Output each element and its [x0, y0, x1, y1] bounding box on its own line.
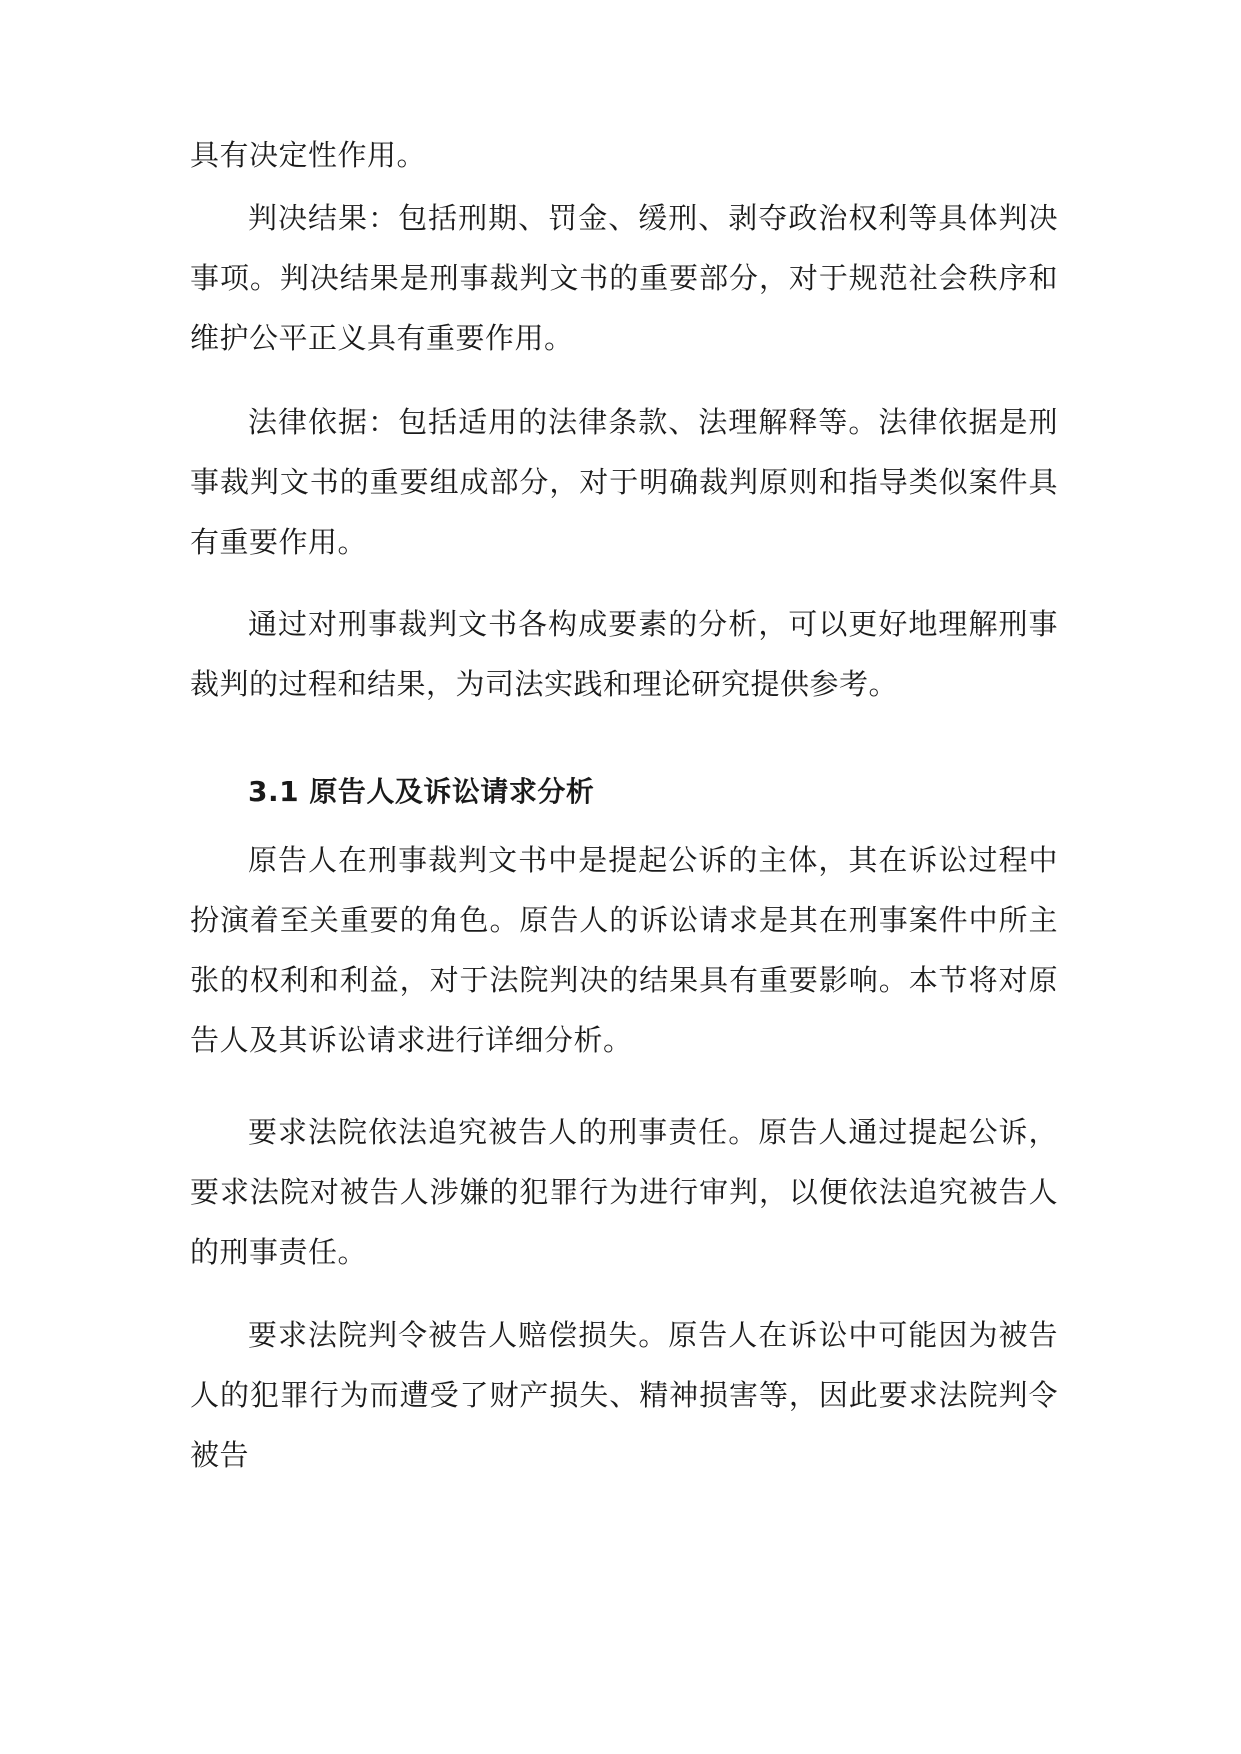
paragraph-judgment-result: 判决结果：包括刑期、罚金、缓刑、剥夺政治权利等具体判决事项。判决结果是刑事裁判文书的重要部分，对于规范社会秩序和维护公平正义具有重要作用。: [190, 201, 1058, 355]
paragraph-criminal-liability: 要求法院依法追究被告人的刑事责任。原告人通过提起公诉，要求法院对被告人涉嫌的犯罪行为进行审判，以便依法追究被告人的刑事责任。: [190, 1115, 1058, 1269]
paragraph-legal-basis: 法律依据：包括适用的法律条款、法理解释等。法律依据是刑事裁判文书的重要组成部分，对于明确裁判原则和指导类似案件具有重要作用。: [190, 405, 1058, 559]
paragraph-analysis-summary: 通过对刑事裁判文书各构成要素的分析，可以更好地理解刑事裁判的过程和结果，为司法实践和理论研究提供参考。: [190, 607, 1058, 701]
paragraph-continuation: 具有决定性作用。: [190, 138, 427, 172]
paragraph-plaintiff-intro: 原告人在刑事裁判文书中是提起公诉的主体，其在诉讼过程中扮演着至关重要的角色。原告人的诉讼请求是其在刑事案件中所主张的权利和利益，对于法院判决的结果具有重要影响。本节将对原告人及其诉讼请求进行详细分析。: [190, 843, 1058, 1057]
section-heading: 3.1 原告人及诉讼请求分析: [248, 775, 595, 808]
paragraph-compensation: 要求法院判令被告人赔偿损失。原告人在诉讼中可能因为被告人的犯罪行为而遭受了财产损失、精神损害等，因此要求法院判令被告: [190, 1318, 1058, 1472]
